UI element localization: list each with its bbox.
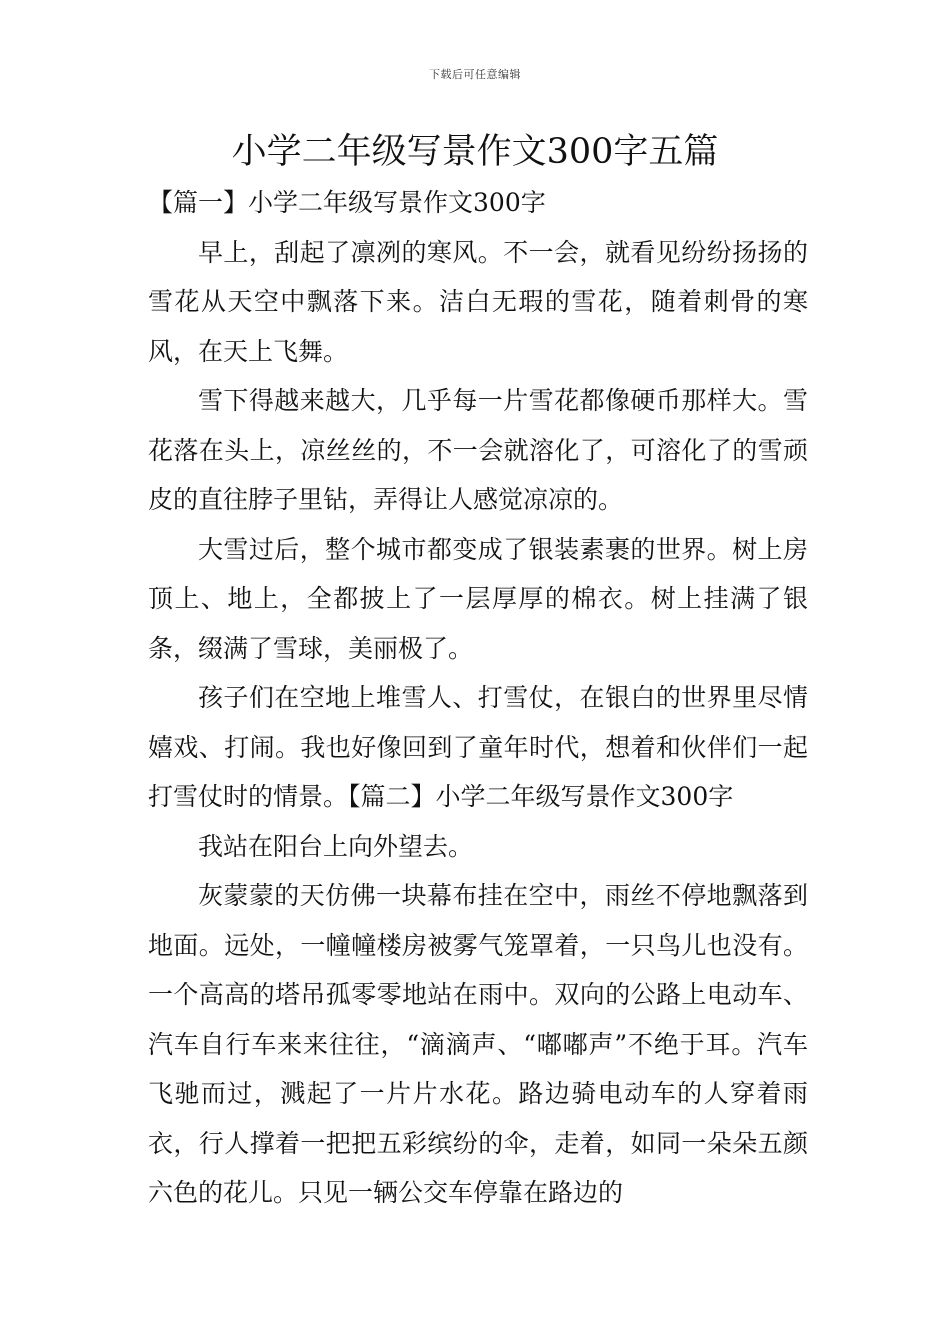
paragraph: 灰蒙蒙的天仿佛一块幕布挂在空中，雨丝不停地飘落到地面。远处，一幢幢楼房被雾气笼罩着，一只鸟儿也没有。一个高高的塔吊孤零零地站在雨中。双向的公路上电动车、汽车自行车来来往往，“滴滴声、“嘟嘟声”不绝于耳。汽车飞驰而过，溅起了一片片水花。路边骑电动车的人穿着雨衣，行人撑着一把把五彩缤纷的伞，走着，如同一朵朵五颜六色的花儿。只见一辆公交车停靠在路边的 — [148, 881, 808, 1207]
section-title: 【篇一】小学二年级写景作文300字 — [148, 188, 546, 217]
page-header-note: 下载后可任意编辑 — [429, 68, 521, 81]
paragraph: 雪下得越来越大，几乎每一片雪花都像硬币那样大。雪花落在头上，凉丝丝的，不一会就溶化了，可溶化了的雪顽皮的直往脖子里钻，弄得让人感觉凉凉的。 — [148, 386, 808, 514]
paragraph: 大雪过后，整个城市都变成了银装素裹的世界。树上房顶上、地上，全都披上了一层厚厚的棉衣。树上挂满了银条，缀满了雪球，美丽极了。 — [148, 534, 808, 663]
paragraph: 孩子们在空地上堆雪人、打雪仗，在银白的世界里尽情嬉戏、打闹。我也好像回到了童年时代，想着和伙伴们一起打雪仗时的情景。【篇二】小学二年级写景作文300字 — [148, 683, 808, 811]
document-body — [148, 178, 808, 1218]
paragraph: 早上，刮起了凛冽的寒风。不一会，就看见纷纷扬扬的雪花从天空中飘落下来。洁白无瑕的雪花，随着刺骨的寒风，在天上飞舞。 — [148, 237, 808, 366]
paragraph: 我站在阳台上向外望去。 — [198, 831, 474, 861]
document-title: 小学二年级写景作文300字五篇 — [231, 132, 719, 172]
